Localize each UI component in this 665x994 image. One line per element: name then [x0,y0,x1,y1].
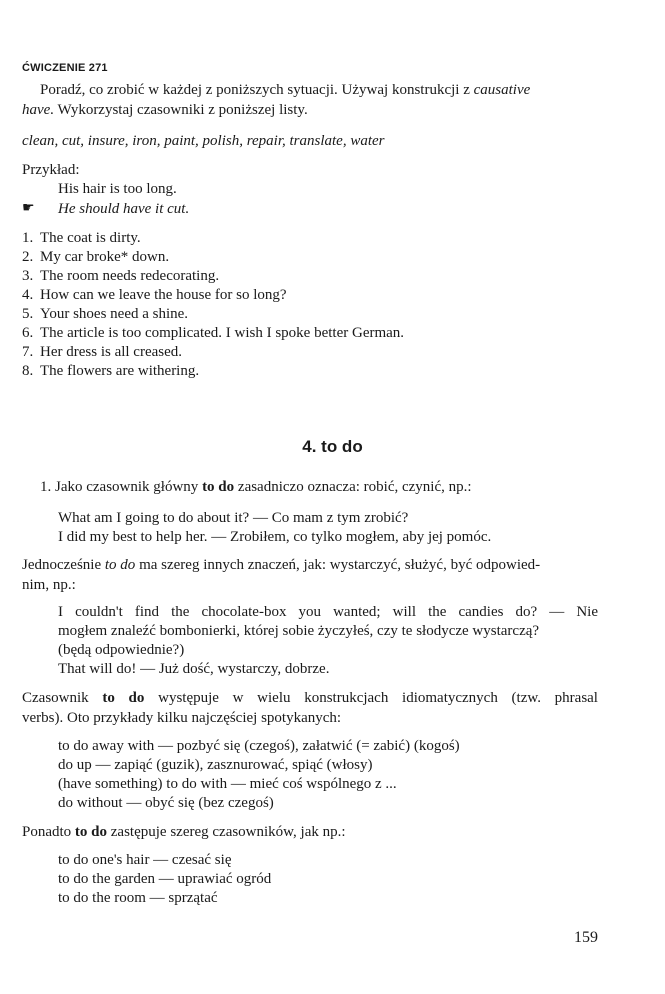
idiom-line: (have something) to do with — mieć coś wspólnego z ... [58,776,397,792]
pointing-hand-icon: ☛ [22,200,35,216]
italic-term: to do [104,557,136,573]
list-item [22,363,199,380]
item-text: The article is too complicated. I wish I spoke better German. [40,325,405,341]
text: zastępuje szereg czasowników, jak np.: [107,824,346,840]
list-item [22,344,182,361]
idiom-line: do up — zapiąć (guzik), zasznurować, spiąć (włosy) [58,757,373,773]
item-number: 1. [22,230,34,246]
paragraph-3 [22,690,598,707]
bold-term: to do [102,690,145,706]
usage-line: to do the garden — uprawiać ogród [58,871,272,887]
text: Jednocześnie [22,557,105,573]
paragraph-1 [40,479,472,496]
usage-line: to do one's hair — czesać się [58,852,232,868]
bold-term: to do [74,824,108,840]
item-text: The flowers are withering. [40,363,200,379]
list-item [22,325,404,342]
list-item [22,268,219,285]
instruction-italic: have. [22,102,55,118]
item-text: Her dress is all creased. [40,344,183,360]
list-item [22,249,169,266]
instruction-text: Poradź, co zrobić w każdej z poniższych sytuacji. Używaj konstrukcji z [40,82,474,98]
text: występuje w wielu konstrukcjach idiomatycznych (tzw. phrasal [144,690,598,706]
paragraph-2 [22,557,540,574]
text: Ponadto [22,824,75,840]
bold-term: to do [202,479,235,495]
text: Czasownik [22,690,103,706]
item-text: My car broke* down. [40,249,170,265]
item-number: 2. [22,249,34,265]
text: 1. Jako czasownik główny [40,479,203,495]
list-item [22,287,287,304]
example-sentence: His hair is too long. [58,181,177,197]
idiom-line: do without — obyć się (bez czegoś) [58,795,274,811]
verb-list: clean, cut, insure, iron, paint, polish, repair, translate, water [22,133,385,149]
instruction-line-1 [40,82,530,99]
list-item [22,230,141,247]
item-text: The room needs redecorating. [40,268,220,284]
paragraph-4 [22,824,346,841]
list-item [22,306,188,323]
example-line: That will do! — Już dość, wystarczy, dobrze. [58,661,330,677]
usage-line: to do the room — sprzątać [58,890,218,906]
item-number: 5. [22,306,34,322]
example-line: What am I going to do about it? — Co mam z tym zrobić? [58,510,409,526]
example-line: (będą odpowiednie?) [58,642,185,658]
item-number: 7. [22,344,34,360]
paragraph-3-cont: verbs). Oto przykłady kilku najczęściej spotykanych: [22,710,342,726]
page-number: 159 [574,929,598,946]
item-number: 8. [22,363,34,379]
example-line: I couldn't find the chocolate-box you wanted; will the candies do? — Nie [58,604,598,620]
example-line: I did my best to help her. — Zrobiłem, co tylko mogłem, aby jej pomóc. [58,529,492,545]
example-line: mogłem znaleźć bombonierki, której sobie życzyłeś, czy te słodycze wystarczą? [58,623,540,639]
example-label: Przykład: [22,162,80,178]
item-number: 6. [22,325,34,341]
item-text: The coat is dirty. [40,230,141,246]
idiom-line: to do away with — pozbyć się (czegoś), załatwić (= zabić) (kogoś) [58,738,460,754]
item-number: 3. [22,268,34,284]
item-text: Your shoes need a shine. [40,306,189,322]
paragraph-2-cont: nim, np.: [22,577,76,593]
text: ma szereg innych znaczeń, jak: wystarczyć, służyć, być odpowied- [135,557,541,573]
exercise-heading: ĆWICZENIE 271 [22,62,108,74]
section-title: 4. to do [302,437,363,456]
instruction-line-2 [22,102,308,119]
item-number: 4. [22,287,34,303]
text: zasadniczo oznacza: robić, czynić, np.: [234,479,472,495]
instruction-text: Wykorzystaj czasowniki z poniższej listy. [54,102,308,118]
instruction-italic: causative [473,82,531,98]
item-text: How can we leave the house for so long? [40,287,287,303]
example-answer: He should have it cut. [58,201,190,217]
